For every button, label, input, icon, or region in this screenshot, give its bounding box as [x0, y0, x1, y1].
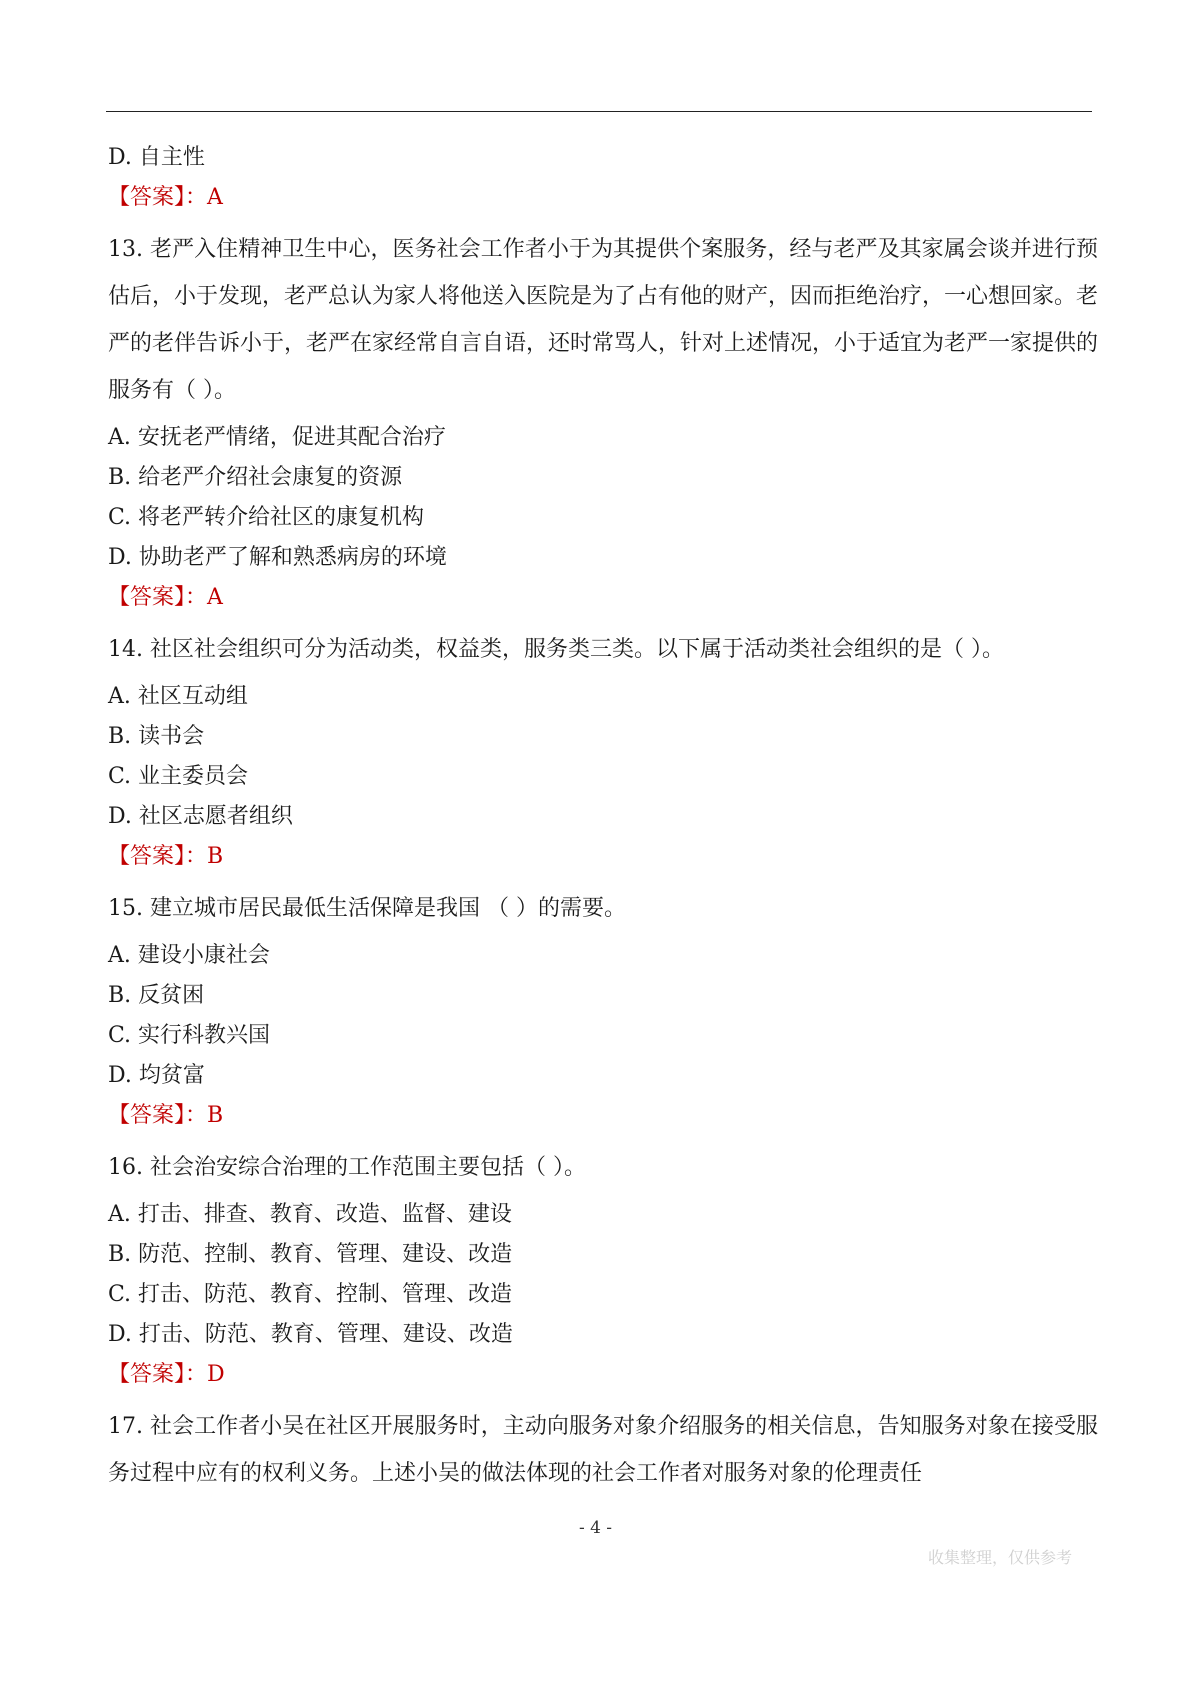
answer-label: 【答案】：A: [108, 185, 223, 210]
question-15-stem: 15. 建立城市居民最低生活保障是我国 （ ）的需要。: [108, 896, 626, 921]
question-13-option-b: B. 给老严介绍社会康复的资源: [108, 465, 403, 490]
question-16-option-b: B. 防范、控制、教育、管理、建设、改造: [108, 1242, 513, 1267]
question-17-stem: 17. 社会工作者小吴在社区开展服务时，主动向服务对象介绍服务的相关信息，告知服务对象在接受服务过程中应有的权利义务。上述小吴的做法体现的社会工作者对服务对象的伦理责任: [108, 1414, 1098, 1486]
header-rule: [106, 111, 1092, 112]
question-13-option-d: D. 协助老严了解和熟悉病房的环境: [108, 545, 447, 570]
question-15-answer: 【答案】：B: [108, 1103, 224, 1128]
question-16-option-d: D. 打击、防范、教育、管理、建设、改造: [108, 1322, 513, 1347]
question-15-option-c: C. 实行科教兴国: [108, 1023, 271, 1048]
question-13-stem: 13. 老严入住精神卫生中心，医务社会工作者小于为其提供个案服务，经与老严及其家属会谈并进行预估后，小于发现，老严总认为家人将他送入医院是为了占有他的财产，因而拒绝治疗，一心想回家。老严的老伴告诉小于，老严在家经常自言自语，还时常骂人，针对上述情况，小于适宜为老严一家提供的服务有（ ）。: [108, 237, 1099, 403]
option-d: D. 自主性: [108, 145, 205, 170]
question-14-option-b: B. 读书会: [108, 724, 205, 749]
question-14-option-a: A. 社区互动组: [108, 684, 248, 709]
question-16-option-c: C. 打击、防范、教育、控制、管理、改造: [108, 1282, 513, 1307]
question-15-option-a: A. 建设小康社会: [108, 943, 270, 968]
question-14-option-c: C. 业主委员会: [108, 764, 249, 789]
question-15-option-b: B. 反贫困: [108, 983, 205, 1008]
page-number: - 4 -: [578, 1518, 613, 1538]
question-16-answer: 【答案】：D: [108, 1362, 225, 1387]
question-13-answer: 【答案】：A: [108, 585, 223, 610]
question-13-option-a: A. 安抚老严情绪，促进其配合治疗: [108, 425, 446, 450]
question-13-option-c: C. 将老严转介给社区的康复机构: [108, 505, 425, 530]
document-body: [108, 138, 1098, 1497]
question-15-option-d: D. 均贫富: [108, 1063, 205, 1088]
question-14-answer: 【答案】：B: [108, 844, 224, 869]
watermark-text: 收集整理，仅供参考: [928, 1548, 1073, 1567]
question-16-option-a: A. 打击、排查、教育、改造、监督、建设: [108, 1202, 512, 1227]
question-14-stem: 14. 社区社会组织可分为活动类，权益类，服务类三类。以下属于活动类社会组织的是（ ）。: [108, 637, 1004, 662]
question-14-option-d: D. 社区志愿者组织: [108, 804, 293, 829]
question-16-stem: 16. 社会治安综合治理的工作范围主要包括（ ）。: [108, 1155, 586, 1180]
